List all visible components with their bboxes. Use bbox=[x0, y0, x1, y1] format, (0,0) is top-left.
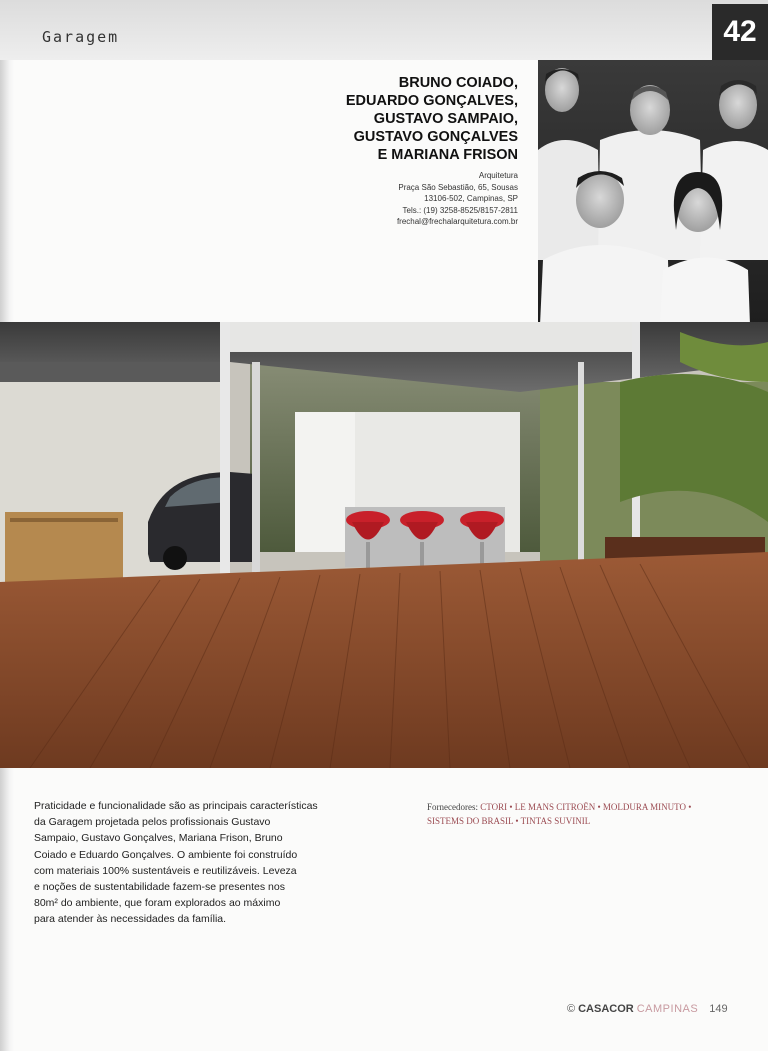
suppliers-line: CTORI • LE MANS CITROËN • MOLDURA MINUTO • bbox=[480, 802, 692, 812]
firm-type: Arquitetura bbox=[478, 171, 518, 180]
page-footer bbox=[567, 1003, 728, 1015]
architect-names bbox=[218, 74, 518, 164]
email-address: frechal@frechalarquitetura.com.br bbox=[396, 217, 518, 226]
body-line: da Garagem projetada pelos profissionais Gustavo bbox=[34, 816, 271, 829]
body-line: Sampaio, Gustavo Gonçalves, Mariana Frison, Bruno bbox=[34, 832, 283, 845]
architect-name-line: E MARIANA FRISON bbox=[377, 147, 518, 163]
body-line: para atender às necessidades da família. bbox=[34, 913, 227, 926]
footer-page-number: 149 bbox=[709, 1003, 728, 1015]
body-line: Coiado e Eduardo Gonçalves. O ambiente foi construído bbox=[34, 848, 298, 861]
brand-logo-main: CASACOR bbox=[578, 1003, 634, 1015]
copyright-icon: © bbox=[567, 1003, 576, 1015]
architect-name-line: BRUNO COIADO, bbox=[398, 75, 518, 91]
article-body bbox=[34, 798, 344, 928]
architect-name-line: EDUARDO GONÇALVES, bbox=[345, 93, 518, 109]
address-street: Praça São Sebastião, 65, Sousas bbox=[398, 182, 518, 192]
body-line: Praticidade e funcionalidade são as principais características bbox=[34, 800, 318, 812]
team-photo bbox=[538, 60, 768, 325]
body-line: 80m² do ambiente, que foram explorados ao máximo bbox=[34, 897, 281, 910]
phone-numbers: Tels.: (19) 3258-8525/8157-2811 bbox=[402, 205, 518, 215]
address-city: 13106-502, Campinas, SP bbox=[424, 194, 518, 203]
garage-hero-photo bbox=[0, 322, 768, 768]
body-line: com materiais 100% sustentáveis e reutilizáveis. Leveza bbox=[34, 864, 297, 877]
suppliers-label: Fornecedores: bbox=[427, 802, 478, 812]
page-number-badge: 42 bbox=[712, 4, 768, 60]
architect-name-line: GUSTAVO GONÇALVES bbox=[353, 129, 518, 145]
suppliers-list bbox=[427, 800, 727, 828]
contact-info bbox=[218, 170, 518, 228]
architect-name-line: GUSTAVO SAMPAIO, bbox=[373, 111, 518, 127]
suppliers-line: SISTEMS DO BRASIL • TINTAS SUVINIL bbox=[427, 816, 591, 826]
brand-logo-sub: CAMPINAS bbox=[636, 1003, 699, 1015]
section-title: Garagem bbox=[42, 28, 120, 46]
body-line: e noções de sustentabilidade fazem-se presentes nos bbox=[34, 881, 285, 894]
architect-credits bbox=[218, 74, 518, 228]
